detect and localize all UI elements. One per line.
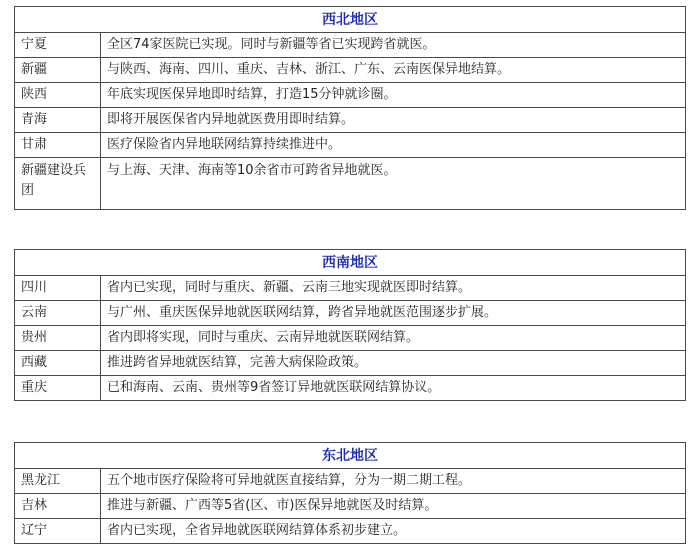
table-row [15, 351, 686, 376]
region-title: 西北地区 [15, 7, 686, 33]
province-name: 黑龙江 [15, 469, 101, 494]
table-row [15, 376, 686, 401]
table-row [15, 133, 686, 158]
table-row [15, 83, 686, 108]
table-row [15, 158, 686, 210]
province-name: 云南 [15, 301, 101, 326]
policy-desc: 全区74家医院已实现。同时与新疆等省已实现跨省就医。 [101, 33, 686, 58]
province-name: 四川 [15, 276, 101, 301]
table-row [15, 301, 686, 326]
province-name: 陕西 [15, 83, 101, 108]
table-row [15, 33, 686, 58]
table-row [15, 58, 686, 83]
policy-desc: 医疗保险省内异地联网结算持续推进中。 [101, 133, 686, 158]
province-name: 新疆 [15, 58, 101, 83]
region-table-southwest [14, 249, 686, 401]
policy-desc: 推进与新疆、广西等5省(区、市)医保异地就医及时结算。 [101, 494, 686, 519]
province-name: 甘肃 [15, 133, 101, 158]
policy-desc: 已和海南、云南、贵州等9省签订异地就医联网结算协议。 [101, 376, 686, 401]
policy-desc: 五个地市医疗保险将可异地就医直接结算，分为一期二期工程。 [101, 469, 686, 494]
policy-desc: 推进跨省异地就医结算，完善大病保险政策。 [101, 351, 686, 376]
province-name: 吉林 [15, 494, 101, 519]
table-row [15, 494, 686, 519]
table-row [15, 519, 686, 544]
province-name: 宁夏 [15, 33, 101, 58]
province-name: 青海 [15, 108, 101, 133]
policy-desc: 与上海、天津、海南等10余省市可跨省异地就医。 [101, 158, 686, 210]
table-row [15, 469, 686, 494]
policy-desc: 省内已实现，全省异地就医联网结算体系初步建立。 [101, 519, 686, 544]
region-title: 东北地区 [15, 443, 686, 469]
province-name: 新疆建设兵团 [15, 158, 101, 210]
region-title: 西南地区 [15, 250, 686, 276]
province-name: 贵州 [15, 326, 101, 351]
policy-desc: 与广州、重庆医保异地就医联网结算，跨省异地就医范围逐步扩展。 [101, 301, 686, 326]
region-table-northwest [14, 6, 686, 210]
policy-desc: 年底实现医保异地即时结算，打造15分钟就诊圈。 [101, 83, 686, 108]
table-row [15, 326, 686, 351]
table-row [15, 108, 686, 133]
region-table-northeast [14, 442, 686, 544]
policy-desc: 与陕西、海南、四川、重庆、吉林、浙江、广东、云南医保异地结算。 [101, 58, 686, 83]
policy-desc: 省内即将实现，同时与重庆、云南异地就医联网结算。 [101, 326, 686, 351]
province-name: 辽宁 [15, 519, 101, 544]
policy-desc: 省内已实现，同时与重庆、新疆、云南三地实现就医即时结算。 [101, 276, 686, 301]
province-name: 重庆 [15, 376, 101, 401]
province-name: 西藏 [15, 351, 101, 376]
policy-desc: 即将开展医保省内异地就医费用即时结算。 [101, 108, 686, 133]
table-row [15, 276, 686, 301]
